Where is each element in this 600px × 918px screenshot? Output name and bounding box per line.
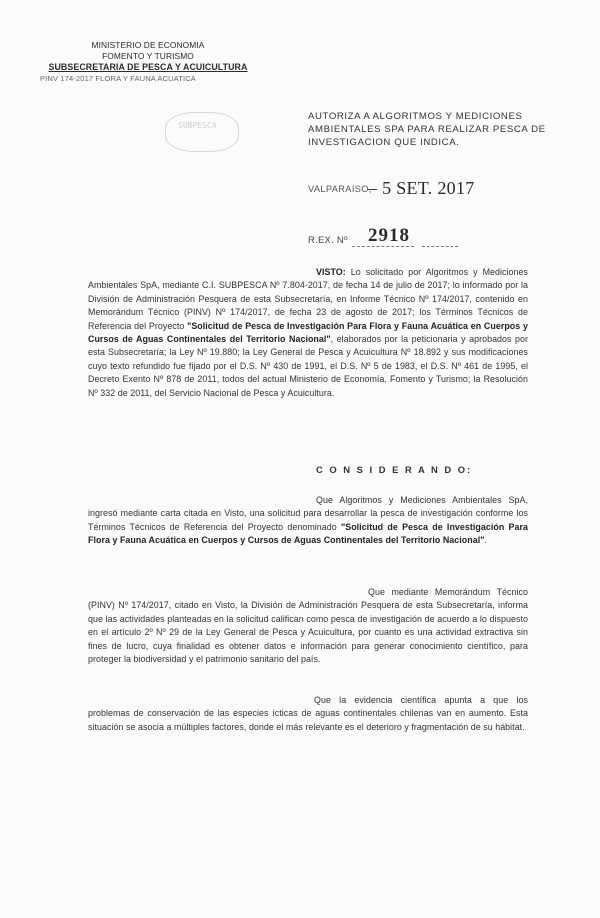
c1-project-title: "Solicitud de Pesca de Investigación Para Flora y Fauna Acuática en Cuerpos y Cursos de Aguas Continentales del Territorio Nacional" [88,521,528,546]
ministry-name: MINISTERIO DE ECONOMIA [91,40,205,50]
resolution-title: AUTORIZA A ALGORITMOS Y MEDICIONES AMBIENTALES SPA PARA REALIZAR PESCA DE INVESTIGACION QUE INDICA. [308,111,546,148]
considerando-paragraph-1 [88,494,528,548]
rex-underline-2 [422,246,458,247]
letterhead [38,40,258,84]
place-label: VALPARAISO, [308,184,372,194]
file-reference: PINV 174-2017 FLORA Y FAUNA ACUATICA [40,74,196,83]
rex-label: R.EX. Nº [308,234,348,245]
rex-number: 2918 [368,225,410,246]
subsecretaria-name: SUBSECRETARIA DE PESCA Y ACUICULTURA [48,62,248,72]
visto-text-2: , elaborados por la peticionaria y aprobados por esta Subsecretaría; la Ley Nº 19.880; la Ley General de Pesca y Acuicultura Nº 18.892 y sus modificaciones cuyo texto refundido fue fijado por el D.S. Nº 430 de 1991, el D.S. Nº 5 de 1983, el D.S. Nº 461 de 1995, el Decreto Exento Nº 878 de 2011, todos del actual Ministerio de Economía, Fomento y Turismo; la Resolución Nº 332 de 2011, del Servicio Nacional de Pesca y Acuicultura. [88,334,528,398]
stamp-text: SUBPESCA [178,121,217,130]
date-stamp: – 5 SET. 2017 [368,178,475,198]
ministry-subtitle: FOMENTO Y TURISMO [102,51,194,61]
official-stamp [165,112,239,152]
considerando-heading: C O N S I D E R A N D O: [316,464,473,475]
visto-project-title: "Solicitud de Pesca de Investigación Para Flora y Fauna Acuática en Cuerpos y Cursos de Aguas Continentales del Territorio Nacional" [88,320,528,345]
c1-end: . [484,535,488,546]
considerando-paragraph-2: Que mediante Memorándum Técnico (PINV) Nº 174/2017, citado en Visto, la División de Administración Pesquera de esta Subsecretaría, informa que las actividades planteadas en la solicitud califican como pesca de investigación de acuerdo a lo dispuesto en el artículo 2º Nº 29 de la Ley General de Pesca y Acuicultura, por cuanto es una actividad extractiva sin fines de lucro, cuya finalidad es obtener datos e información para generar conocimiento científico, para proteger la biodiversidad y el patrimonio sanitario del país. [88,587,528,665]
visto-label: VISTO: [316,267,346,277]
c1-text: Que Algoritmos y Mediciones Ambientales SpA, ingresó mediante carta citada en Visto, una solicitud para desarrollar la pesca de investigación conforme los Términos Técnicos de Referencia del Proyecto denominado [88,495,528,532]
visto-text-1: Lo solicitado por Algoritmos y Mediciones Ambientales SpA, mediante C.I. SUBPESCA Nº 7.804-2017, de fecha 14 de julio de 2017; lo informado por la División de Administración Pesquera de esta Subsecretaría, en Informe Técnico Nº 174/2017, contenido en Memorándum Técnico (PINV) Nº 174/2017, de fecha 23 de agosto de 2017; los Términos Técnicos de Referencia del Proyecto [88,267,528,331]
visto-paragraph [88,266,528,400]
considerando-paragraph-3: Que la evidencia científica apunta a que los problemas de conservación de las especies ícticas de aguas continentales chilenas van en aumento. Esta situación se asocia a múltiples factores, donde el más relevante es el deterioro y fragmentación de su hábitat. [88,695,528,732]
